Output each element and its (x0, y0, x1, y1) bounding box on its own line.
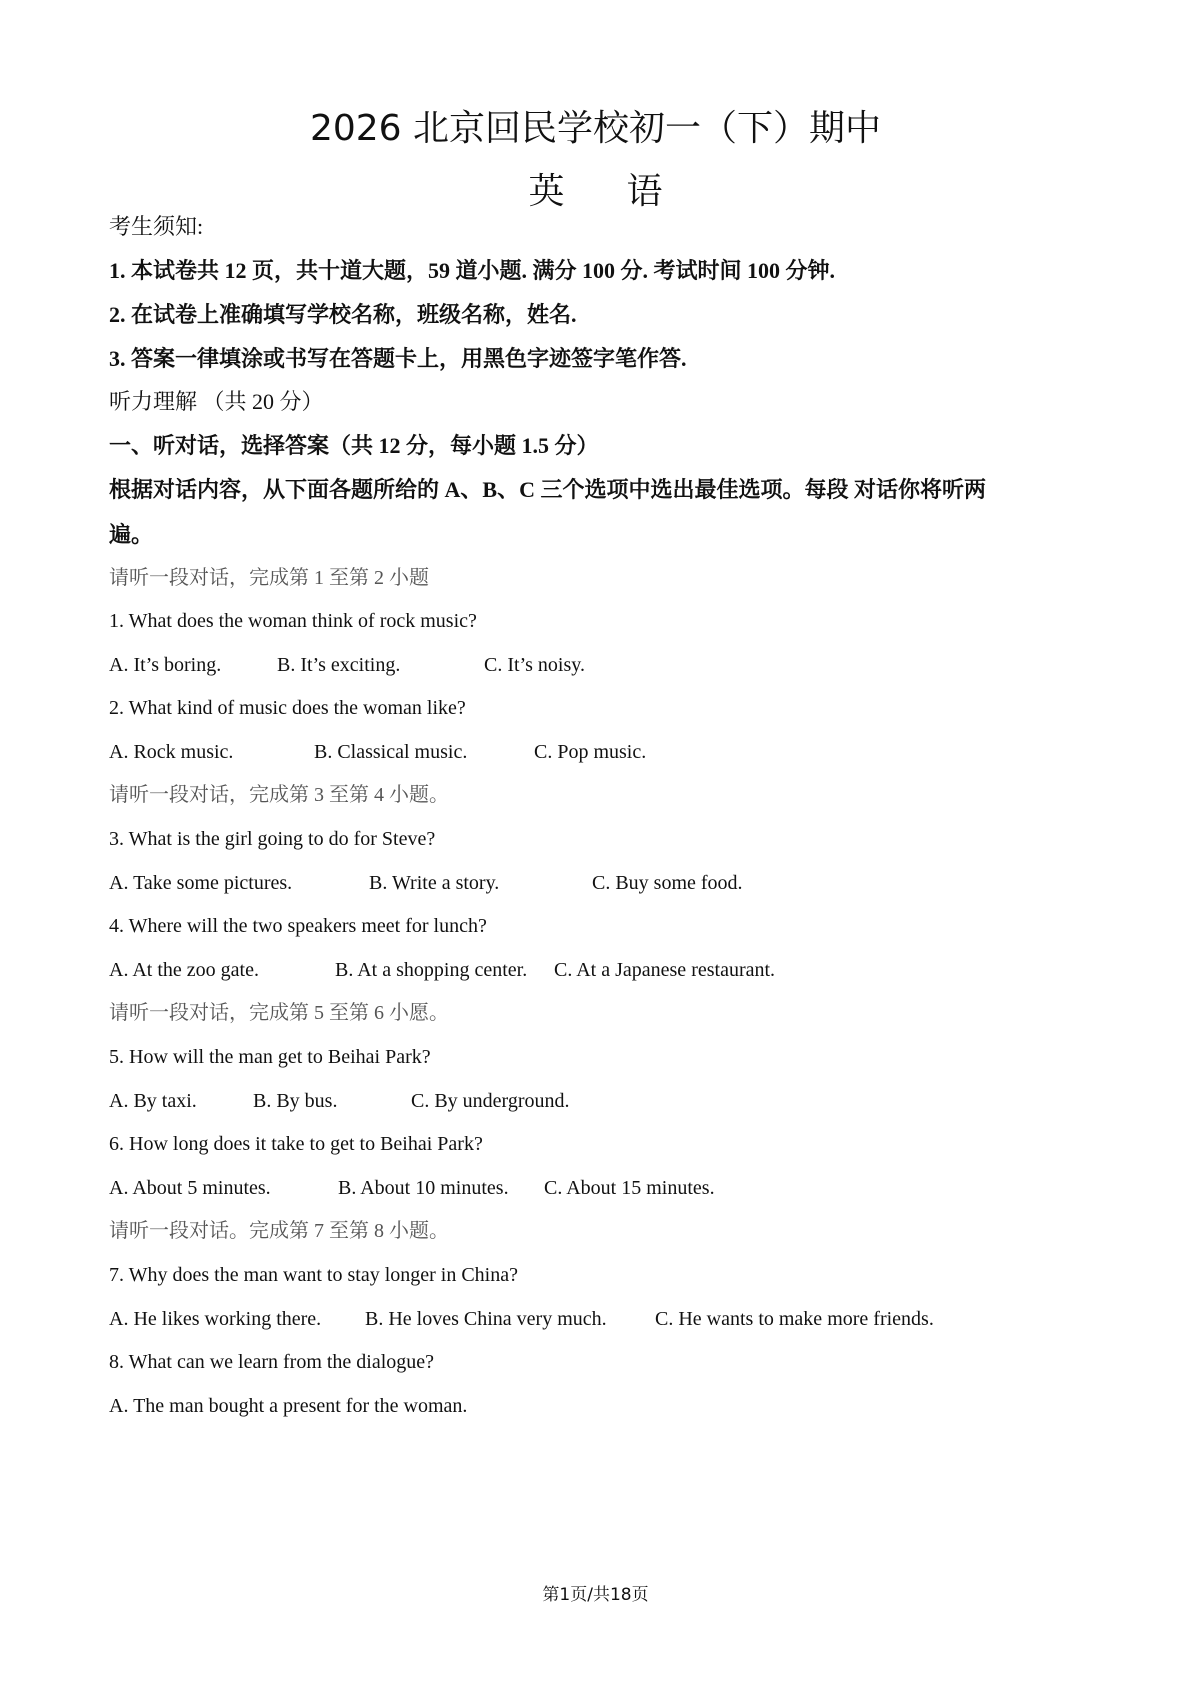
group-instruction: 请听一段对话，完成第 1 至第 2 小题 (109, 567, 429, 589)
question-text: 2. What kind of music does the woman like? (109, 697, 466, 719)
option-c: C. He wants to make more friends. (655, 1308, 934, 1330)
option-b: B. At a shopping center. (335, 959, 528, 981)
instruction-line: 遍。 (109, 522, 154, 547)
notice-heading: 考生须知: (109, 214, 204, 239)
part-title: 一、听对话，选择答案（共 12 分，每小题 1.5 分） (109, 433, 599, 458)
group-instruction: 请听一段对话，完成第 3 至第 4 小题。 (109, 784, 449, 806)
notice-item: 1. 本试卷共 12 页，共十道大题，59 道小题. 满分 100 分. 考试时间 100 分钟. (109, 258, 836, 283)
option-a: A. The man bought a present for the woman. (109, 1395, 468, 1417)
option-a: A. Take some pictures. (109, 872, 293, 894)
option-b: B. Classical music. (314, 741, 468, 763)
question-text: 1. What does the woman think of rock music? (109, 610, 477, 632)
question-text: 6. How long does it take to get to Beihai Park? (109, 1133, 483, 1155)
notice-item: 2. 在试卷上准确填写学校名称，班级名称，姓名. (109, 302, 577, 327)
notice-item: 3. 答案一律填涂或书写在答题卡上，用黑色字迹签字笔作答. (109, 346, 687, 371)
option-b: B. By bus. (253, 1090, 338, 1112)
option-c: C. About 15 minutes. (544, 1177, 715, 1199)
question-text: 4. Where will the two speakers meet for lunch? (109, 915, 487, 937)
question-text: 3. What is the girl going to do for Steve? (109, 828, 436, 850)
option-c: C. It’s noisy. (484, 654, 585, 676)
option-b: B. About 10 minutes. (338, 1177, 509, 1199)
section-title: 听力理解 （共 20 分） (109, 389, 324, 414)
page-footer: 第1页/共18页 (542, 1585, 649, 1605)
option-c: C. By underground. (411, 1090, 570, 1112)
option-a: A. By taxi. (109, 1090, 197, 1112)
option-c: C. Buy some food. (592, 872, 743, 894)
question-text: 7. Why does the man want to stay longer in China? (109, 1264, 518, 1286)
question-text: 5. How will the man get to Beihai Park? (109, 1046, 431, 1068)
option-b: B. It’s exciting. (277, 654, 401, 676)
exam-title: 2026 北京回民学校初一（下）期中 (309, 108, 882, 149)
option-a: A. It’s boring. (109, 654, 222, 676)
option-a: A. Rock music. (109, 741, 234, 763)
option-b: B. Write a story. (369, 872, 500, 894)
option-a: A. At the zoo gate. (109, 959, 259, 981)
option-c: C. Pop music. (534, 741, 647, 763)
group-instruction: 请听一段对话，完成第 5 至第 6 小愿。 (109, 1002, 449, 1024)
subject-title: 英语 (528, 171, 725, 212)
option-c: C. At a Japanese restaurant. (554, 959, 776, 981)
option-a: A. About 5 minutes. (109, 1177, 271, 1199)
instruction-line: 根据对话内容，从下面各题所给的 A、B、C 三个选项中选出最佳选项。每段 对话你将听两 (109, 477, 986, 502)
option-b: B. He loves China very much. (365, 1308, 607, 1330)
group-instruction: 请听一段对话。完成第 7 至第 8 小题。 (109, 1220, 449, 1242)
option-a: A. He likes working there. (109, 1308, 322, 1330)
question-text: 8. What can we learn from the dialogue? (109, 1351, 435, 1373)
